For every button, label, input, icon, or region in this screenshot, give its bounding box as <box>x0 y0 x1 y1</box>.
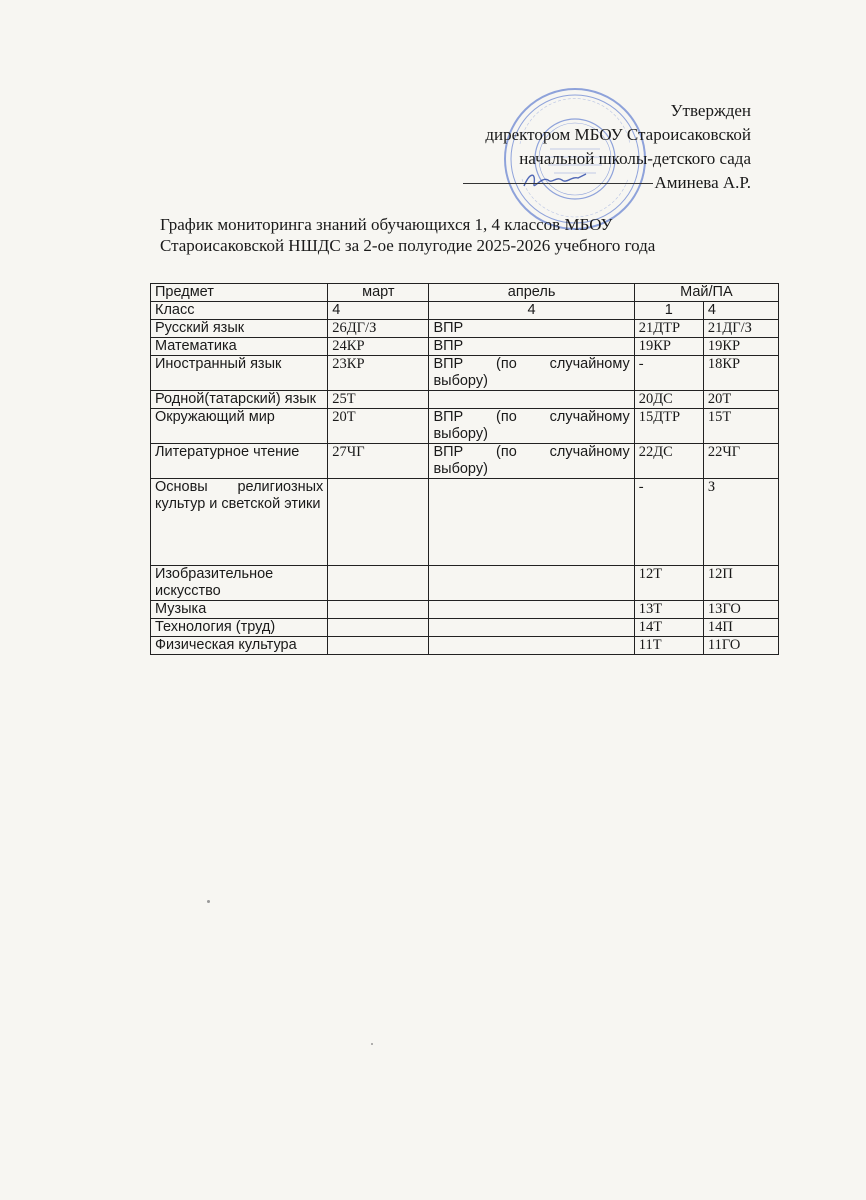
may-grade4-cell: 22ЧГ <box>703 444 778 479</box>
march-cell <box>328 479 429 566</box>
subject-cell: Окружающий мир <box>151 409 328 444</box>
subject-cell: Физическая культура <box>151 637 328 655</box>
april-cell <box>429 479 634 566</box>
table-row <box>151 320 779 338</box>
table-row <box>151 444 779 479</box>
class-cell-may-4: 4 <box>703 302 778 320</box>
may-grade1-cell: 22ДС <box>634 444 703 479</box>
title-line-2: Староисаковской НШДС за 2-ое полугодие 2025-2026 учебного года <box>160 236 656 255</box>
april-cell <box>429 601 634 619</box>
approval-line-2: директором МБОУ Староисаковской <box>485 125 751 144</box>
may-grade4-cell: 20Т <box>703 391 778 409</box>
subject-cell: Основы религиозных культур и светской этики <box>151 479 328 566</box>
may-grade4-cell: 19КР <box>703 338 778 356</box>
subject-cell: Музыка <box>151 601 328 619</box>
may-grade4-cell: 12П <box>703 566 778 601</box>
table-row <box>151 637 779 655</box>
may-grade1-cell: 20ДС <box>634 391 703 409</box>
approval-block <box>463 99 751 195</box>
document-title <box>160 214 760 256</box>
march-cell <box>328 601 429 619</box>
march-cell <box>328 619 429 637</box>
march-cell: 27ЧГ <box>328 444 429 479</box>
may-grade1-cell: 14Т <box>634 619 703 637</box>
april-cell: ВПР <box>429 320 634 338</box>
header-cell-april: апрель <box>429 284 634 302</box>
may-grade4-cell: 13ГО <box>703 601 778 619</box>
subject-cell: Русский язык <box>151 320 328 338</box>
subject-cell: Родной(татарский) язык <box>151 391 328 409</box>
may-grade1-cell: 15ДТР <box>634 409 703 444</box>
approval-line-1: Утвержден <box>670 101 751 120</box>
class-row <box>151 302 779 320</box>
may-grade1-cell: 12Т <box>634 566 703 601</box>
signature-line <box>463 183 653 184</box>
subject-cell: Математика <box>151 338 328 356</box>
scan-speck <box>371 1043 373 1045</box>
header-row <box>151 284 779 302</box>
approval-line-4 <box>463 171 751 195</box>
march-cell: 25Т <box>328 391 429 409</box>
table-row <box>151 619 779 637</box>
may-grade4-cell: 21ДГ/З <box>703 320 778 338</box>
table-row <box>151 479 779 566</box>
april-cell <box>429 391 634 409</box>
may-grade4-cell: 14П <box>703 619 778 637</box>
april-cell: ВПР (по случайному выбору) <box>429 356 634 391</box>
march-cell: 23КР <box>328 356 429 391</box>
class-cell-april: 4 <box>429 302 634 320</box>
table-row <box>151 338 779 356</box>
may-grade1-cell: 11Т <box>634 637 703 655</box>
scan-speck <box>207 900 210 903</box>
april-cell <box>429 566 634 601</box>
april-cell: ВПР (по случайному выбору) <box>429 444 634 479</box>
monitoring-schedule-table <box>150 283 779 655</box>
approval-line-3: начальной школы-детского сада <box>519 149 751 168</box>
april-cell: ВПР <box>429 338 634 356</box>
may-grade1-cell: 21ДТР <box>634 320 703 338</box>
table-row <box>151 409 779 444</box>
april-cell: ВПР (по случайному выбору) <box>429 409 634 444</box>
table-row <box>151 601 779 619</box>
may-grade4-cell: З <box>703 479 778 566</box>
title-line-1: График мониторинга знаний обучающихся 1, 4 классов МБОУ <box>160 215 613 234</box>
subject-cell: Изобразительное искусство <box>151 566 328 601</box>
header-cell-march: март <box>328 284 429 302</box>
class-cell-march: 4 <box>328 302 429 320</box>
header-cell-subject: Предмет <box>151 284 328 302</box>
may-grade4-cell: 15Т <box>703 409 778 444</box>
class-label-cell: Класс <box>151 302 328 320</box>
may-grade1-cell: 13Т <box>634 601 703 619</box>
subject-cell: Иностранный язык <box>151 356 328 391</box>
may-grade4-cell: 18КР <box>703 356 778 391</box>
march-cell: 24КР <box>328 338 429 356</box>
may-grade1-cell: 19КР <box>634 338 703 356</box>
march-cell <box>328 566 429 601</box>
director-name: Аминева А.Р. <box>654 173 751 192</box>
table-row <box>151 566 779 601</box>
header-cell-may: Май/ПА <box>634 284 778 302</box>
subject-cell: Технология (труд) <box>151 619 328 637</box>
march-cell: 20Т <box>328 409 429 444</box>
may-grade4-cell: 11ГО <box>703 637 778 655</box>
march-cell <box>328 637 429 655</box>
class-cell-may-1: 1 <box>634 302 703 320</box>
table-row <box>151 356 779 391</box>
table-row <box>151 391 779 409</box>
may-grade1-cell: - <box>634 479 703 566</box>
subject-cell: Литературное чтение <box>151 444 328 479</box>
may-grade1-cell: - <box>634 356 703 391</box>
april-cell <box>429 637 634 655</box>
march-cell: 26ДГ/З <box>328 320 429 338</box>
april-cell <box>429 619 634 637</box>
